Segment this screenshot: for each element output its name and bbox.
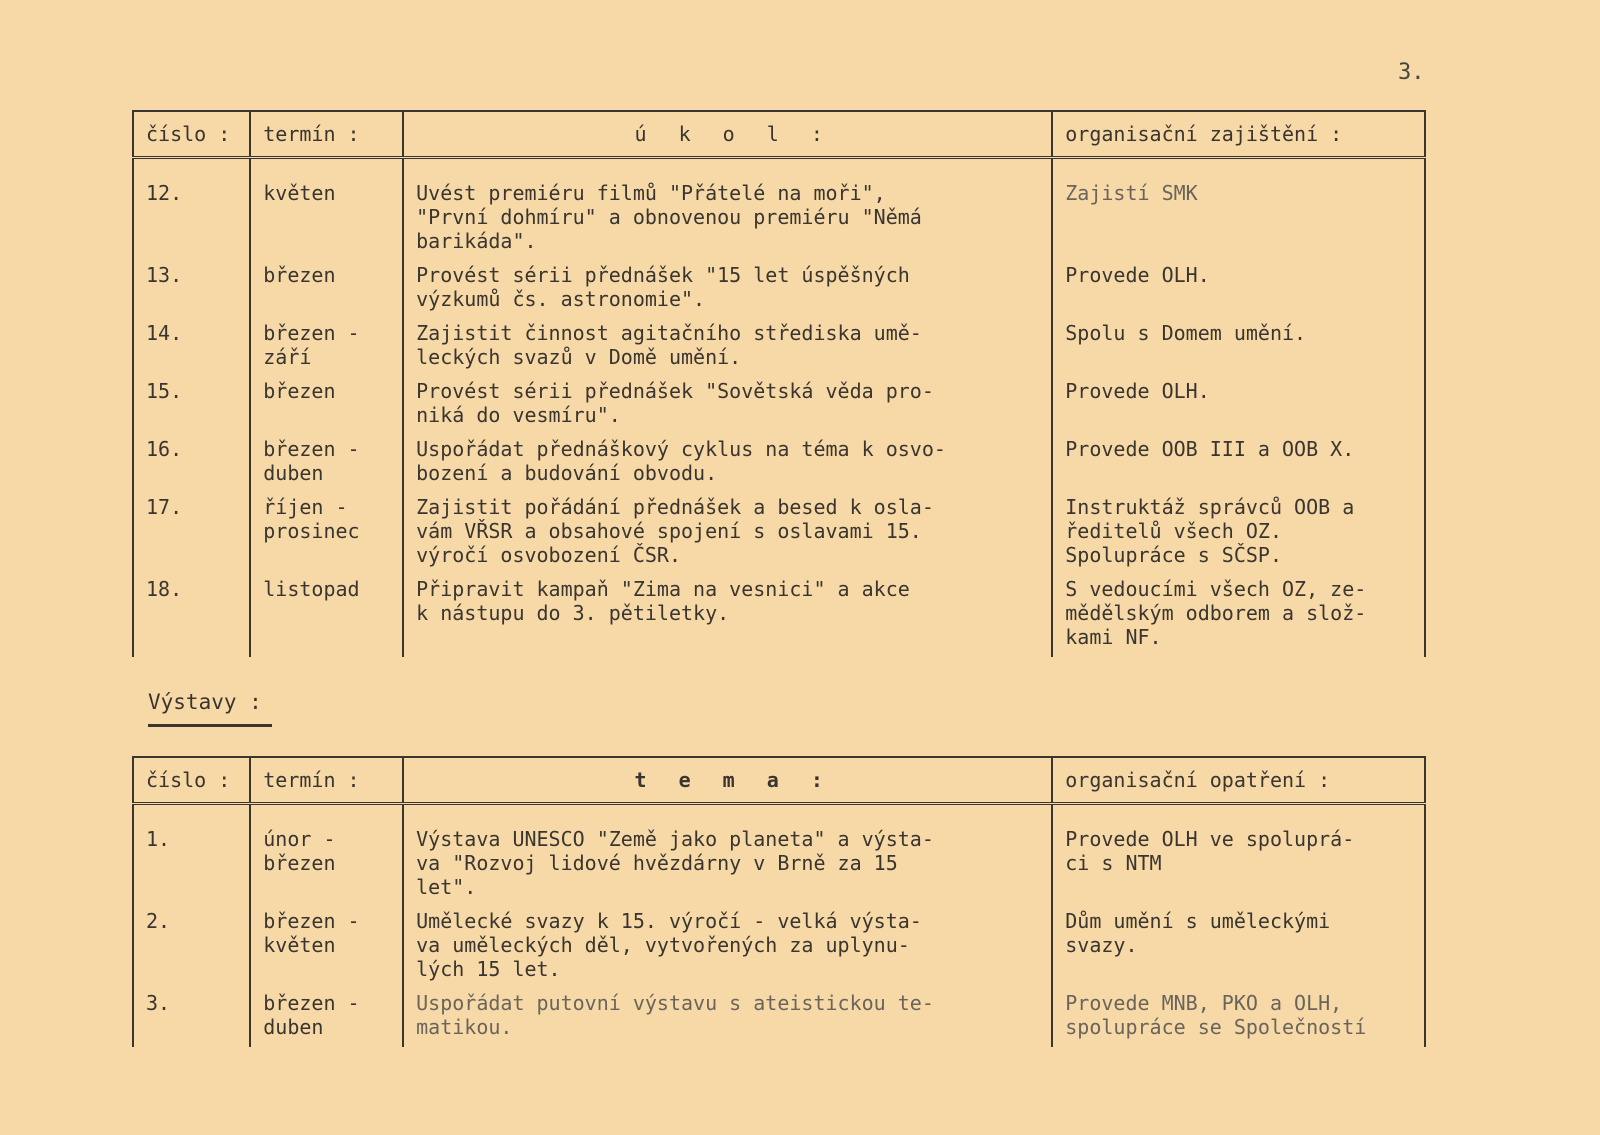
row-term: březen [250,261,403,319]
header-term: termín : [250,757,403,804]
table-row [133,377,1425,435]
table-header-row [133,111,1425,158]
header-number: číslo : [133,111,250,158]
row-task: Uvést premiéru filmů "Přátelé na moři", "První dohmíru" a obnovenou premiéru "Němá barikáda". [403,158,1052,262]
row-number: 2. [133,907,250,989]
row-term: březen - duben [250,989,403,1047]
row-number: 18. [133,575,250,657]
row-task: Uspořádat přednáškový cyklus na téma k osvo- bození a budování obvodu. [403,435,1052,493]
row-term: říjen - prosinec [250,493,403,575]
row-task: Připravit kampaň "Zima na vesnici" a akce k nástupu do 3. pětiletky. [403,575,1052,657]
table-row [133,907,1425,989]
row-term: březen - duben [250,435,403,493]
row-term: listopad [250,575,403,657]
table-row [133,158,1425,262]
header-organization: organisační opatření : [1052,757,1425,804]
page-number: 3. [1398,60,1425,85]
table-row [133,261,1425,319]
header-number: číslo : [133,757,250,804]
row-topic: Výstava UNESCO "Země jako planeta" a výsta- va "Rozvoj lidové hvězdárny v Brně za 15 let". [403,804,1052,908]
row-organization: Provede MNB, PKO a OLH, spolupráce se Společností [1052,989,1425,1047]
row-number: 14. [133,319,250,377]
row-term: květen [250,158,403,262]
section-title-exhibitions: Výstavy : [148,690,262,714]
row-task: Provést sérii přednášek "15 let úspěšných výzkumů čs. astronomie". [403,261,1052,319]
row-organization: Zajistí SMK [1052,158,1425,262]
table-row [133,575,1425,657]
header-topic: t e m a : [403,757,1052,804]
row-organization: Provede OLH. [1052,261,1425,319]
row-number: 3. [133,989,250,1047]
table-row [133,435,1425,493]
row-term: březen - září [250,319,403,377]
row-organization: Dům umění s uměleckými svazy. [1052,907,1425,989]
row-term: únor - březen [250,804,403,908]
row-number: 1. [133,804,250,908]
table-header-row [133,757,1425,804]
row-task: Provést sérii přednášek "Sovětská věda pro- niká do vesmíru". [403,377,1052,435]
table-row [133,804,1425,908]
row-organization: Provede OLH ve spoluprá- ci s NTM [1052,804,1425,908]
row-number: 15. [133,377,250,435]
header-task: ú k o l : [403,111,1052,158]
table-row [133,319,1425,377]
row-number: 16. [133,435,250,493]
exhibitions-table [132,756,1426,1047]
tasks-table [132,110,1426,657]
header-term: termín : [250,111,403,158]
row-term: březen - květen [250,907,403,989]
row-topic: Umělecké svazy k 15. výročí - velká výsta- va uměleckých děl, vytvořených za uplynu- lých 15 let. [403,907,1052,989]
row-topic: Uspořádat putovní výstavu s ateistickou te- matikou. [403,989,1052,1047]
row-number: 17. [133,493,250,575]
row-task: Zajistit pořádání přednášek a besed k osla- vám VŘSR a obsahové spojení s oslavami 15. výročí osvobození ČSR. [403,493,1052,575]
header-organization: organisační zajištění : [1052,111,1425,158]
table-row [133,493,1425,575]
section-title-underline [148,724,272,727]
row-organization: S vedoucími všech OZ, ze- mědělským odborem a slož- kami NF. [1052,575,1425,657]
row-term: březen [250,377,403,435]
row-organization: Spolu s Domem umění. [1052,319,1425,377]
row-organization: Provede OOB III a OOB X. [1052,435,1425,493]
row-number: 12. [133,158,250,262]
row-number: 13. [133,261,250,319]
row-task: Zajistit činnost agitačního střediska umě- leckých svazů v Domě umění. [403,319,1052,377]
row-organization: Instruktáž správců OOB a ředitelů všech OZ. Spolupráce s SČSP. [1052,493,1425,575]
row-organization: Provede OLH. [1052,377,1425,435]
table-row [133,989,1425,1047]
